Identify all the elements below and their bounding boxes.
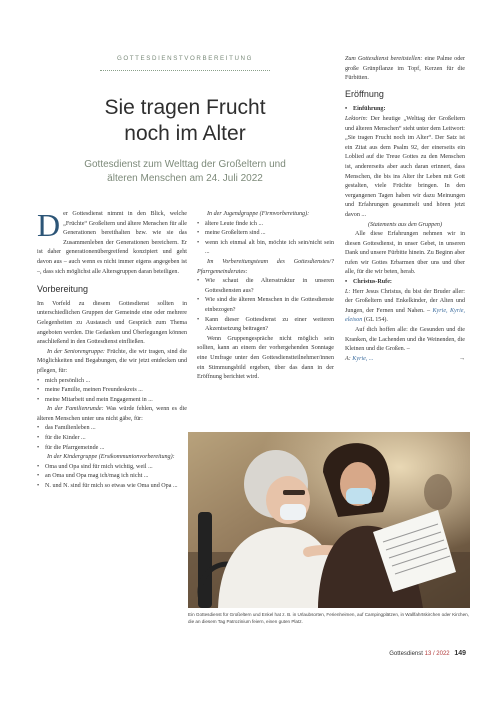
- list-item: • Wie sind die älteren Menschen in die Gottesdienste einbezogen?: [197, 296, 334, 315]
- youth-group-label: In der Jugendgruppe (Firmvorbereitung):: [207, 211, 310, 217]
- kyrie-reference: (GL 154).: [362, 317, 388, 324]
- magazine-name: Gottesdienst: [389, 651, 423, 657]
- family-group-text: Was würde fehlen, wenn es die älteren Menschen unter uns nicht gäbe, für:: [37, 406, 187, 422]
- family-group-label: In der Familienrunde:: [47, 406, 104, 413]
- intro-text: er Gottesdienst nimmt in den Blick, welche „Früchte“ Großeltern und ältere Menschen für alle Generationen bereithalten bzw. wie sie das Zusammenleben der Generationen bereichern. Er ist daher generationenübergreifend konzipiert und geht davon aus – auch wenn es nicht immer eigens angegeben ist –, dass sich möglichst alle Altersgruppen daran beteiligen.: [37, 211, 187, 275]
- headline-line-1: Sie tragen Frucht: [104, 96, 266, 119]
- intro-paragraph: [37, 207, 187, 277]
- response-line: [345, 355, 465, 365]
- kyrie-role: L:: [345, 288, 351, 295]
- list-item: • meine Großeltern sind ...: [197, 229, 334, 239]
- vorbereitung-paragraph: Im Vorfeld zu diesem Gottesdienst sollten in unterschiedlichen Gruppen der Gemeinde eine oder mehrere Gelegenheiten zu Austausch und Gespräch zum Thema angeboten werden. Die Gedanken und Überlegungen können anschließend in den Gottesdienst einfließen.: [37, 300, 187, 346]
- kids-group-label: In der Kindergruppe (Erstkommunionvorbereitung):: [47, 454, 175, 461]
- list-item: • N. und N. sind für mich so etwas wie Oma und Opa ...: [37, 482, 187, 492]
- subtitle-line-1: Gottesdienst zum Welttag der Großeltern und: [84, 159, 286, 170]
- list-item: • für die Kinder ...: [37, 434, 187, 444]
- lector-role: Lektorin:: [345, 115, 368, 122]
- subtitle-line-2: älteren Menschen am 24. Juli 2022: [107, 173, 263, 184]
- drop-cap: D: [37, 207, 61, 243]
- gathering-paragraph: Alle diese Erfahrungen nehmen wir in diesen Gottesdienst, in unser Gebet, in unseren Dank und unsere Fürbitte hinein. Zu Beginn aber rufen wir Gottes Erbarmen über uns und über alle, für die wir beten, herab.: [345, 231, 465, 276]
- kyrie-paragraph: [345, 288, 465, 326]
- heading-vorbereitung: Vorbereitung: [37, 284, 89, 295]
- page-number: 149: [454, 650, 466, 657]
- photo-caption: Ein Gottesdienst für Großeltern und Enkel hat z. B. in Urlaubsorten, Ferienheimen, auf Campingplätzen, in Wallfahrtskirchen oder Kirchen, die an diesem Tag Patrozinium feiern, einen guten Platz.: [188, 612, 469, 624]
- intro-label: • Einführung:: [345, 105, 465, 115]
- statements-note: (Statements aus den Gruppen): [368, 221, 442, 228]
- list-item: • Oma und Opa sind für mich wichtig, weil ...: [37, 463, 187, 473]
- heading-eroeffnung: Eröffnung: [345, 88, 384, 99]
- response-text: Kyrie, ...: [352, 355, 374, 362]
- kyrie-response: Kyrie, Kyrie, eleison: [345, 307, 465, 324]
- kyrie-text: Herr Jesus Christus, du bist der Bruder aller: der Großeltern und Enkelkinder, der Alten und Jungen, der Fernen und Nahen. –: [345, 288, 465, 314]
- preparation-text: eine Palme oder große Grünpflanze im Topf, Kerzen für die Fürbitten.: [345, 56, 465, 82]
- section-kicker: GOTTESDIENSTVORBEREITUNG: [116, 55, 254, 62]
- list-item: • meine Mitarbeit und mein Engagement in ...: [37, 396, 187, 406]
- hope-paragraph: Auf dich hoffen alle: die Gesunden und die Kranken, die Lachenden und die Weinenden, die Kleinen und die Großen. –: [345, 327, 465, 353]
- column-2: [197, 210, 334, 383]
- response-role: A:: [345, 355, 351, 362]
- article-photo: [188, 432, 470, 608]
- page-footer: [389, 650, 466, 657]
- family-group-paragraph: [37, 405, 187, 424]
- photo-illustration: [188, 432, 470, 608]
- senior-group-text: Früchte, die wir tragen, sind die Möglichkeiten und Begabungen, die wir jetzt entdecken und pflegen, für:: [37, 348, 187, 374]
- list-item: • meine Familie, meinen Freundeskreis ...: [37, 386, 187, 396]
- preparation-note: [345, 55, 465, 84]
- column-3: [345, 55, 465, 364]
- senior-group-paragraph: [37, 348, 187, 377]
- closing-paragraph: Wenn Gruppengespräche nicht möglich sein sollten, kann an einem der vorhergehenden Sonntage eine Umfrage unter den Gottesdienstteilnehmer/innen ein Stimmungsbild ergeben, über das dann in der Eröffnung berichtet wird.: [197, 335, 334, 381]
- column-1: [37, 207, 187, 492]
- list-item: • für die Pfarrgemeinde ...: [37, 444, 187, 454]
- article-subtitle: [45, 158, 325, 186]
- lector-text: Der heutige „Welttag der Großeltern und älteren Menschen“ steht unter dem Leitwort: „Sie tragen Frucht noch im Alter“. Der Satz ist ein Zitat aus dem Psalm 92, der einerseits ein Loblied auf die Treue Gottes zu den Menschen ist, andererseits aber auch daran erinnert, dass Menschen, die bis ins Alter ihr Leben mit Gott gestalten, viele Früchte bringen. In den vergangenen Tagen haben wir dazu Meinungen und Erfahrungen gesammelt und hören jetzt davon ...: [345, 115, 465, 218]
- team-group-label: Im Vorbereitungsteam des Gottesdienstes/? Pfarrgemeinderates:: [197, 258, 334, 275]
- preparation-label: Zum Gottesdienst bereitstellen:: [345, 56, 423, 62]
- kicker-divider: [100, 70, 270, 71]
- list-item: • an Oma und Opa mag ich/mag ich nicht ...: [37, 472, 187, 482]
- headline-line-2: noch im Alter: [124, 122, 246, 145]
- list-item: • wenn ich einmal alt bin, möchte ich sein/nicht sein ...: [197, 239, 334, 258]
- senior-group-label: In der Seniorengruppe:: [47, 348, 105, 355]
- list-item: • Wie schaut die Altersstruktur in unseren Gottesdiensten aus?: [197, 277, 334, 296]
- issue-number: 13 / 2022: [424, 651, 450, 657]
- list-item: • ältere Leute finde ich ...: [197, 220, 334, 230]
- list-item: • das Familienleben ...: [37, 424, 187, 434]
- kyrie-label: • Christus-Rufe:: [345, 278, 465, 288]
- list-item: • mich persönlich ...: [37, 377, 187, 387]
- list-item: • Kann dieser Gottesdienst zu einer weiteren Akzentsetzung beitragen?: [197, 316, 334, 335]
- continue-arrow-icon: →: [458, 355, 465, 362]
- article-headline: [60, 95, 310, 147]
- intro-paragraph-lector: [345, 115, 465, 221]
